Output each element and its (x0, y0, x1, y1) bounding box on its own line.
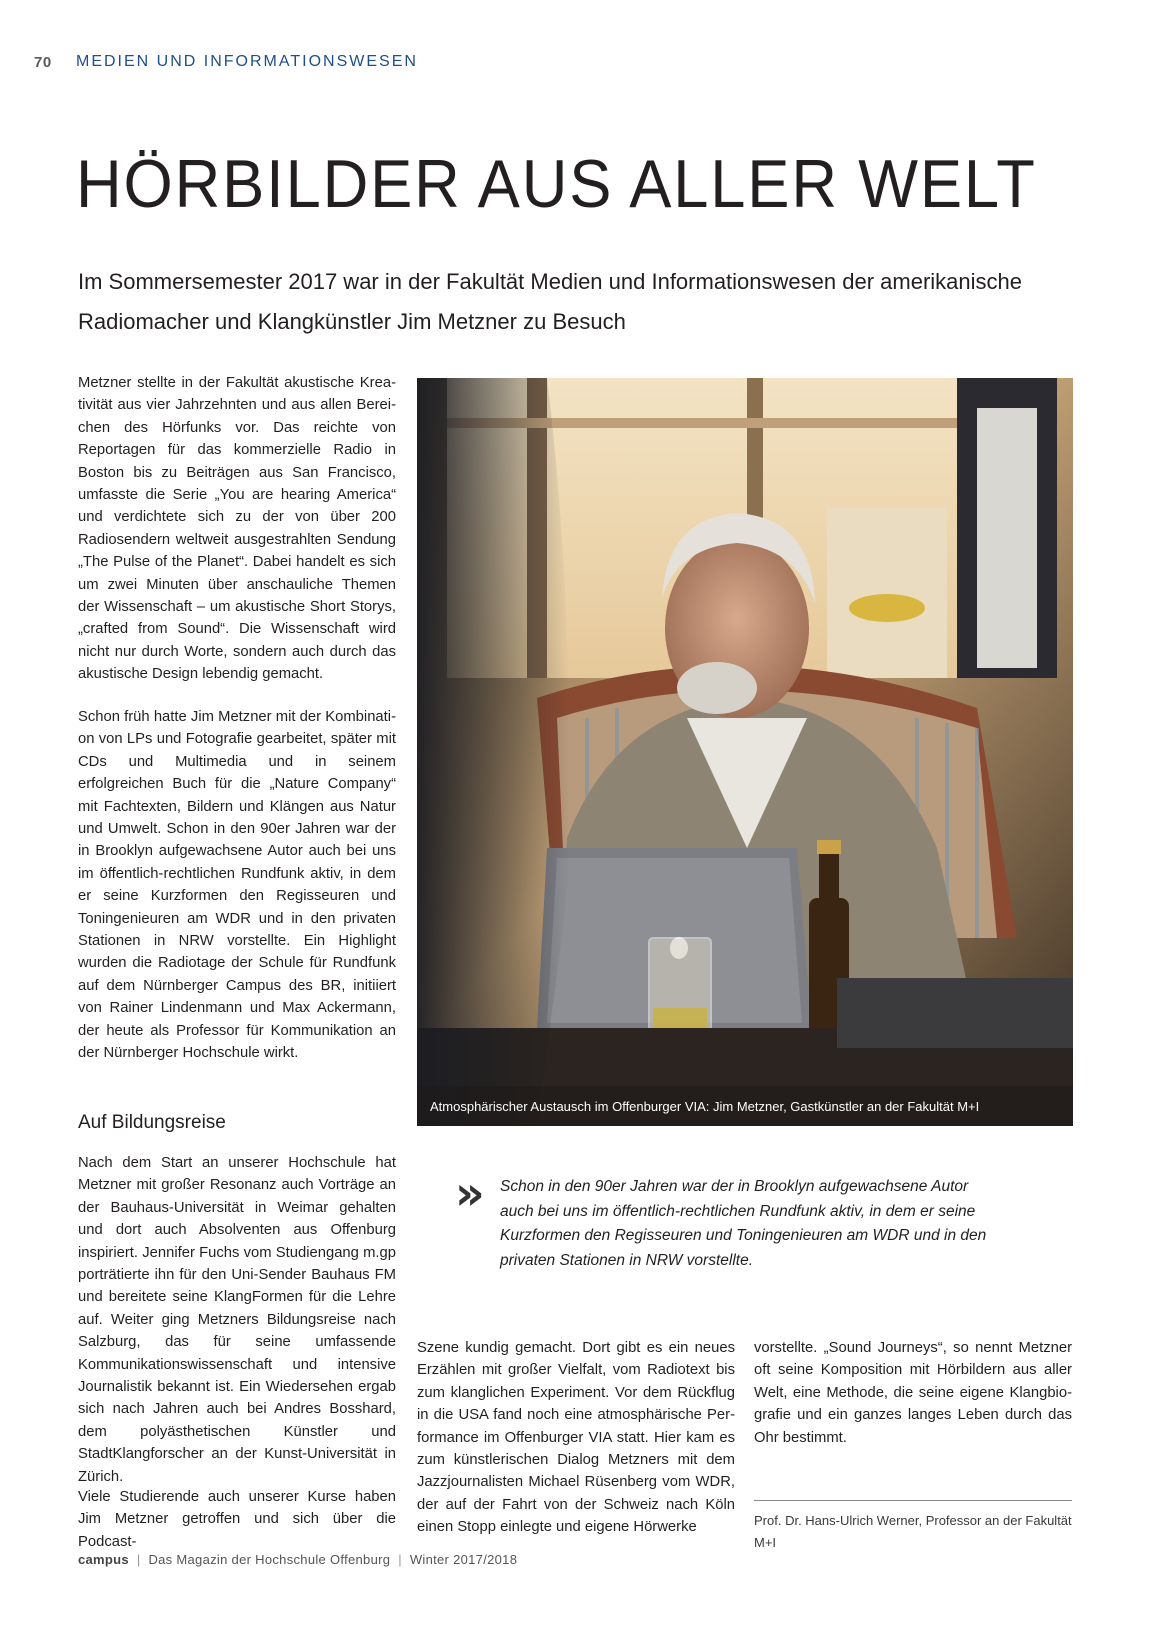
footer-separator: | (136, 1552, 141, 1567)
magazine-name: campus (78, 1552, 129, 1567)
photo-caption: Atmosphärischer Austausch im Offenburger VIA: Jim Metzner, Gastkünstler an der Fakultät M+I (430, 1099, 980, 1114)
paragraph: Szene kundig gemacht. Dort gibt es ein neues Erzählen mit großer Vielfalt, vom Radiotext bis zum klanglichen Experiment. Vor dem Rückflug in die USA fand noch eine atmosphärische Performance im Offenburger VIA statt. Hier kam es zum künstlerischen Dialog Metzners mit dem Jazzjournalisten Michael Rüsenberg vom WDR, der auf der Fahrt von der Schweiz nach Köln einen Stopp einlegte und eigene Hörwerke (417, 1340, 735, 1536)
column-2 (417, 1337, 735, 1539)
quote-mark-icon: » (455, 1166, 485, 1220)
subheading: Auf Bildungsreise (78, 1112, 226, 1133)
column-1-paragraph-1 (78, 372, 396, 686)
magazine-subtitle: Das Magazin der Hochschule Offenburg (148, 1552, 391, 1567)
paragraph: Schon früh hatte Jim Metzner mit der Kombination von LPs und Fotografie gearbeitet, später mit CDs und Multimedia und in seinem erfolgreichen Buch für die „Nature Company“ mit Fachtexten, Bildern und Klängen aus Natur und Umwelt. Schon in den 90er Jahren war der in Brooklyn aufgewachsene Autor auch bei uns im öffentlich-rechtlichen Rundfunk aktiv, in dem er seine Kurzformen den Regisseuren und Toningenieuren am WDR und in den privaten Stationen in NRW vorstellte. Ein Highlight wurden die Radiotage der Schule für Rundfunk auf dem Nürnberger Campus des BR, initiiert von Rainer Lindenmann und Max Ackermann, der heute als Professor für Kommunikation an der Nürnberger Hochschule wirkt. (78, 709, 396, 1062)
section-label: MEDIEN UND INFORMATIONSWESEN (76, 53, 418, 70)
column-1-paragraph-2 (78, 706, 396, 1065)
paragraph: Nach dem Start an unserer Hochschule hat Metzner mit großer Resonanz auch Vorträge an der Bauhaus-Universität in Weimar gehalten und dort auch Absolventen aus Offenburg inspiriert. Jennifer Fuchs vom Studiengang m.gp porträtierte ihn für den Uni-Sender Bauhaus FM und bereitete seine KlangFormen für die Lehre auf. Weiter ging Metzners Bildungsreise nach Salzburg, das für seine umfassende Kommunikationswissenschaft und intensive Journalistik bekannt ist. Ein Wiedersehen ergab sich nach Jahren auch bei Andres Bosshard, dem polyästhetischen Künstler und StadtKlangforscher an der Kunst-Universität in Zürich. (78, 1155, 396, 1485)
column-3 (754, 1337, 1072, 1449)
article-title: HÖRBILDER AUS ALLER WELT (76, 146, 1037, 222)
author-divider (754, 1500, 1072, 1501)
page-number: 70 (34, 54, 52, 71)
column-1-paragraph-3 (78, 1152, 396, 1488)
article-photo (417, 378, 1073, 1126)
page-footer (78, 1552, 517, 1567)
author-credit: Prof. Dr. Hans-Ulrich Werner, Professor an der Fakultät M+I (754, 1513, 1072, 1550)
footer-separator: | (398, 1552, 402, 1567)
paragraph: vorstellte. „Sound Journeys“, so nennt Metzner oft seine Komposition mit Hörbildern aus aller Welt, eine Methode, die seine eigene Klangbiografie und ein ganzes langes Leben durch das Ohr bestimmt. (754, 1340, 1072, 1446)
pull-quote: Schon in den 90er Jahren war der in Brooklyn aufgewachsene Autor auch bei uns im öffentlich-rechtlichen Rundfunk aktiv, in dem er seine Kurzformen den Regisseuren und Toningenieuren am WDR und in den privaten Stationen in NRW vorstellte. (500, 1178, 987, 1269)
issue-label: Winter 2017/2018 (409, 1552, 518, 1567)
photo-jim-metzner-icon (417, 378, 1073, 1126)
paragraph: Viele Studierende auch unserer Kurse haben Jim Metzner getroffen und sich über die Podcast- (78, 1489, 396, 1550)
column-1-paragraph-4 (78, 1486, 396, 1553)
paragraph: Metzner stellte in der Fakultät akustische Kreativität aus vier Jahrzehnten und aus allen Bereichen des Hörfunks vor. Das reichte von Reportagen für das kommerzielle Radio in Boston bis zu Beiträgen aus San Francisco, umfasste die Serie „You are hearing America“ und verdichtete sich zu der von über 200 Radiosendern weltweit ausgestrahlten Sendung „The Pulse of the Planet“. Dabei handelt es sich um zwei Minuten über anschauliche Themen der Wissenschaft – um akustische Short Storys, „crafted from Sound“. Die Wissenschaft wird nicht nur durch Worte, sondern auch durch das akustische Design lebendig gemacht. (78, 375, 396, 683)
article-subtitle: Im Sommersemester 2017 war in der Fakultät Medien und Informationswesen der amerikanische Radiomacher und Klangkünstler Jim Metzner zu Besuch (78, 269, 1022, 334)
